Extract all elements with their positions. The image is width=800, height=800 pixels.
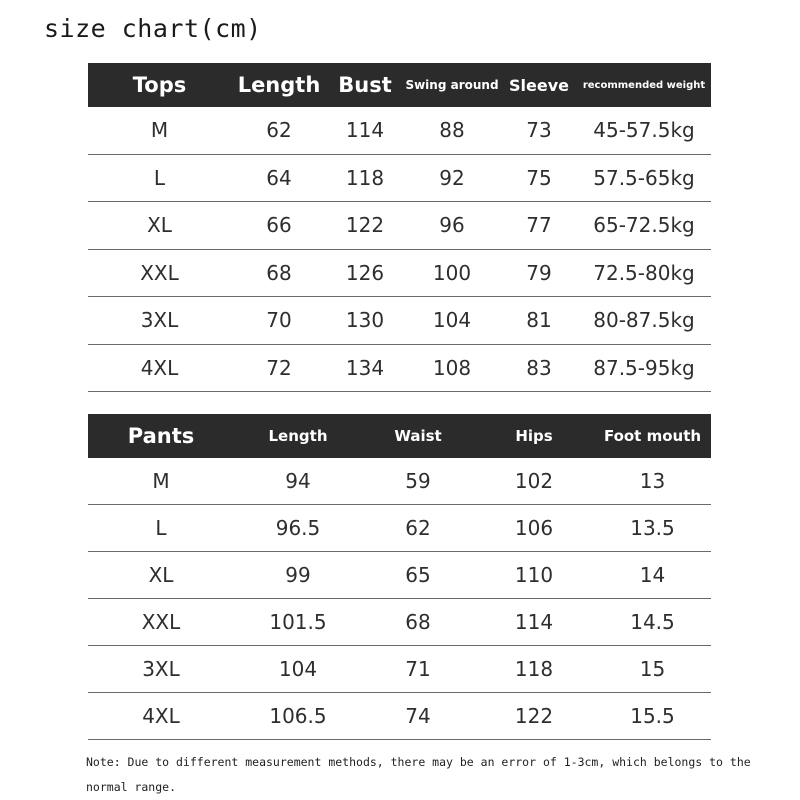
measurement-note: Note: Due to different measurement methods, there may be an error of 1-3cm, which belongs to the normal range. xyxy=(86,755,751,794)
pants-table-cell: 118 xyxy=(474,646,594,693)
pants-table-cell: 14 xyxy=(594,552,711,599)
pants-table-cell: 101.5 xyxy=(234,599,362,646)
pants-table-cell: 3XL xyxy=(88,646,234,693)
pants-table-row xyxy=(88,693,711,740)
pants-table-cell: 122 xyxy=(474,693,594,740)
tops-table-cell: 92 xyxy=(403,154,501,202)
tops-size-table xyxy=(88,63,711,392)
pants-table-cell: 15 xyxy=(594,646,711,693)
pants-table-cell: 96.5 xyxy=(234,505,362,552)
tops-table-cell: 73 xyxy=(501,107,577,154)
pants-table-cell: 62 xyxy=(362,505,474,552)
tops-table-row xyxy=(88,107,711,154)
pants-table-row xyxy=(88,599,711,646)
tops-table-cell: 80-87.5kg xyxy=(577,297,711,345)
tops-header-row xyxy=(88,63,711,107)
pants-table-cell: 104 xyxy=(234,646,362,693)
pants-table-cell: 74 xyxy=(362,693,474,740)
tops-table-cell: 68 xyxy=(231,249,327,297)
pants-table-cell: 71 xyxy=(362,646,474,693)
tops-table-cell: 104 xyxy=(403,297,501,345)
tops-header-length: Length xyxy=(231,63,327,107)
tops-table-cell: 130 xyxy=(327,297,403,345)
tops-table-cell: M xyxy=(88,107,231,154)
pants-table-cell: 65 xyxy=(362,552,474,599)
pants-table-row xyxy=(88,458,711,505)
tops-table-cell: 72 xyxy=(231,344,327,392)
pants-header-size: Pants xyxy=(88,414,234,458)
pants-table-cell: 106.5 xyxy=(234,693,362,740)
tops-table-cell: 64 xyxy=(231,154,327,202)
pants-header-length: Length xyxy=(234,414,362,458)
pants-table-cell: 68 xyxy=(362,599,474,646)
tops-table-cell: 87.5-95kg xyxy=(577,344,711,392)
tops-table-cell: 4XL xyxy=(88,344,231,392)
tops-table-cell: 100 xyxy=(403,249,501,297)
tops-table-cell: 77 xyxy=(501,202,577,250)
pants-table-cell: 102 xyxy=(474,458,594,505)
tops-table-cell: 79 xyxy=(501,249,577,297)
tops-table-cell: 66 xyxy=(231,202,327,250)
pants-table-body xyxy=(88,458,711,740)
tops-header-swing-around: Swing around xyxy=(403,63,501,107)
tops-header-recommended-weight: recommended weight xyxy=(577,63,711,107)
pants-header-row xyxy=(88,414,711,458)
pants-table-cell: 4XL xyxy=(88,693,234,740)
tops-table-cell: 3XL xyxy=(88,297,231,345)
pants-table-row xyxy=(88,646,711,693)
pants-table-cell: M xyxy=(88,458,234,505)
tops-header-sleeve: Sleeve xyxy=(501,63,577,107)
tops-table-cell: 114 xyxy=(327,107,403,154)
tops-table-row xyxy=(88,202,711,250)
pants-table-cell: 14.5 xyxy=(594,599,711,646)
tops-table-cell: L xyxy=(88,154,231,202)
tops-table-cell: 118 xyxy=(327,154,403,202)
tops-header-bust: Bust xyxy=(327,63,403,107)
tops-header-size: Tops xyxy=(88,63,231,107)
tops-table-cell: 88 xyxy=(403,107,501,154)
tops-table-cell: 122 xyxy=(327,202,403,250)
page-title: size chart(cm) xyxy=(44,14,262,43)
tops-table-cell: 96 xyxy=(403,202,501,250)
tops-table-cell: 126 xyxy=(327,249,403,297)
pants-header-foot-mouth: Foot mouth xyxy=(594,414,711,458)
pants-table-cell: L xyxy=(88,505,234,552)
tops-table-cell: 72.5-80kg xyxy=(577,249,711,297)
tops-table-cell: XL xyxy=(88,202,231,250)
tops-table-cell: 75 xyxy=(501,154,577,202)
tops-table-cell: 108 xyxy=(403,344,501,392)
pants-table-cell: 13.5 xyxy=(594,505,711,552)
pants-table-cell: XXL xyxy=(88,599,234,646)
pants-table-cell: 106 xyxy=(474,505,594,552)
tops-table-cell: 62 xyxy=(231,107,327,154)
pants-size-table xyxy=(88,414,711,740)
tops-table-row xyxy=(88,297,711,345)
pants-table-cell: 114 xyxy=(474,599,594,646)
tops-table-cell: XXL xyxy=(88,249,231,297)
tops-table-row xyxy=(88,154,711,202)
pants-table-cell: XL xyxy=(88,552,234,599)
tops-table-cell: 45-57.5kg xyxy=(577,107,711,154)
tops-table-cell: 65-72.5kg xyxy=(577,202,711,250)
tops-table-cell: 70 xyxy=(231,297,327,345)
pants-table-cell: 110 xyxy=(474,552,594,599)
pants-header-waist: Waist xyxy=(362,414,474,458)
tops-table-cell: 134 xyxy=(327,344,403,392)
pants-table-row xyxy=(88,505,711,552)
pants-table-cell: 94 xyxy=(234,458,362,505)
pants-table-cell: 15.5 xyxy=(594,693,711,740)
tops-table-cell: 81 xyxy=(501,297,577,345)
pants-table-row xyxy=(88,552,711,599)
tops-table-cell: 57.5-65kg xyxy=(577,154,711,202)
tops-table-row xyxy=(88,344,711,392)
pants-table-cell: 59 xyxy=(362,458,474,505)
tops-table-cell: 83 xyxy=(501,344,577,392)
pants-table-cell: 13 xyxy=(594,458,711,505)
pants-table-cell: 99 xyxy=(234,552,362,599)
tops-table-body xyxy=(88,107,711,392)
tops-table-row xyxy=(88,249,711,297)
pants-header-hips: Hips xyxy=(474,414,594,458)
